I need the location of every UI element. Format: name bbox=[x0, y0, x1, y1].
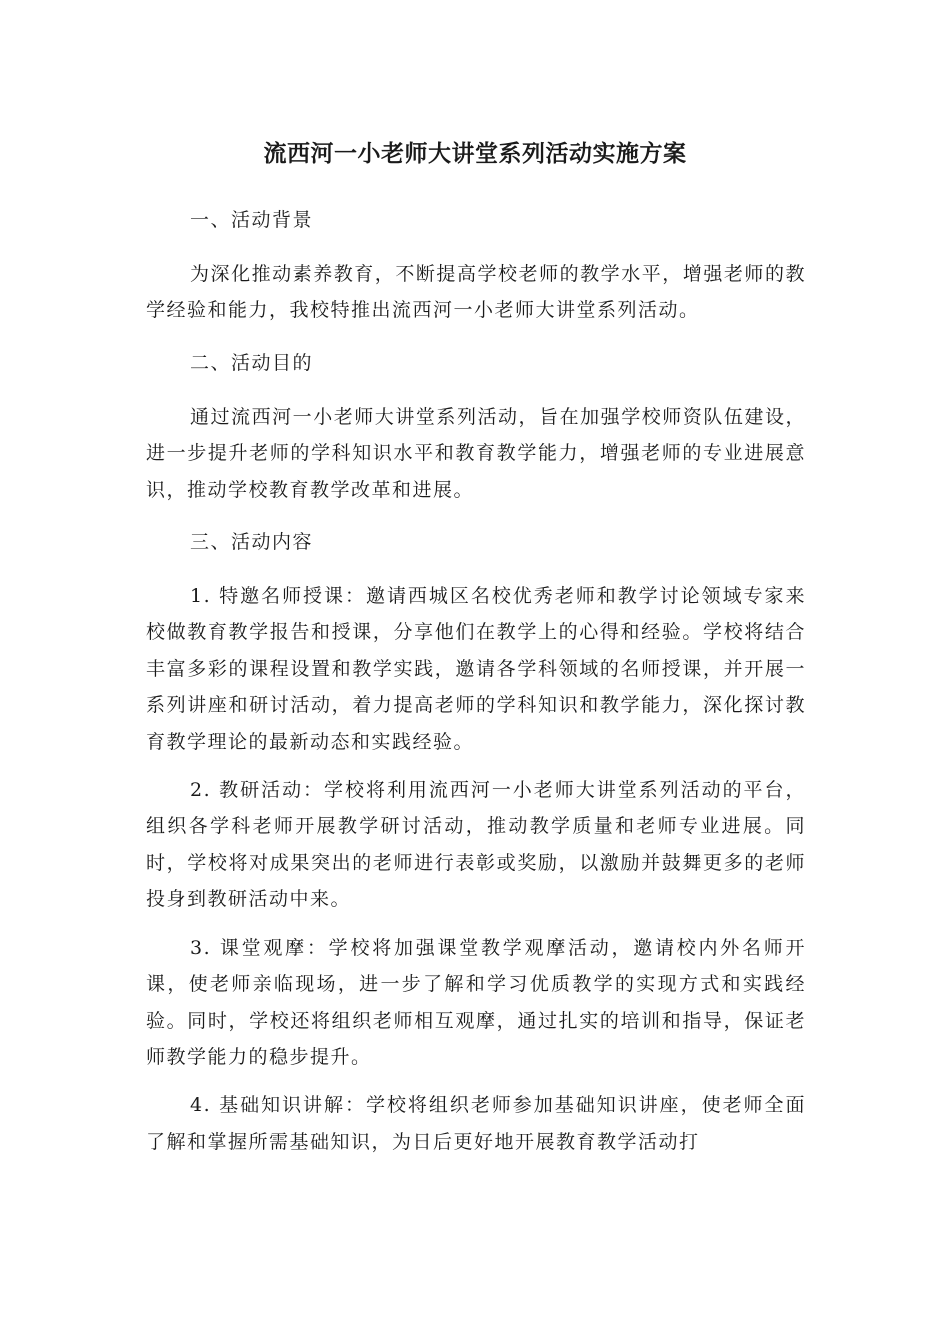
document-title: 流西河一小老师大讲堂系列活动实施方案 bbox=[263, 141, 687, 167]
content-item-4: 4. 基础知识讲解：学校将组织老师参加基础知识讲座，使老师全面了解和掌握所需基础知识，为日后更好地开展教育教学活动打 bbox=[146, 1094, 806, 1153]
document-body bbox=[146, 200, 806, 1160]
content-item-3: 3. 课堂观摩：学校将加强课堂教学观摩活动，邀请校内外名师开课，使老师亲临现场，进一步了解和学习优质教学的实现方式和实践经验。同时，学校还将组织老师相互观摩，通过扎实的培训和指导，保证老师教学能力的稳步提升。 bbox=[146, 936, 806, 1068]
section-heading-purpose: 二、活动目的 bbox=[190, 351, 314, 374]
content-item-2: 2. 教研活动：学校将利用流西河一小老师大讲堂系列活动的平台，组织各学科老师开展教学研讨活动，推动教学质量和老师专业进展。同时，学校将对成果突出的老师进行表彰或奖励，以激励并鼓舞更多的老师投身到教研活动中来。 bbox=[146, 779, 806, 911]
content-item-1: 1. 特邀名师授课：邀请西城区名校优秀老师和教学讨论领域专家来校做教育教学报告和授课，分享他们在教学上的心得和经验。学校将结合丰富多彩的课程设置和教学实践，邀请各学科领域的名师授课，并开展一系列讲座和研讨活动，着力提高老师的学科知识和教学能力，深化探讨教育教学理论的最新动态和实践经验。 bbox=[146, 585, 806, 753]
section-heading-background: 一、活动背景 bbox=[190, 209, 314, 231]
background-paragraph: 为深化推动素养教育，不断提高学校老师的教学水平，增强老师的教学经验和能力，我校特推出流西河一小老师大讲堂系列活动。 bbox=[146, 263, 806, 322]
purpose-paragraph: 通过流西河一小老师大讲堂系列活动，旨在加强学校师资队伍建设，进一步提升老师的学科知识水平和教育教学能力，增强老师的专业进展意识，推动学校教育教学改革和进展。 bbox=[146, 405, 806, 501]
section-heading-content: 三、活动内容 bbox=[190, 531, 314, 554]
